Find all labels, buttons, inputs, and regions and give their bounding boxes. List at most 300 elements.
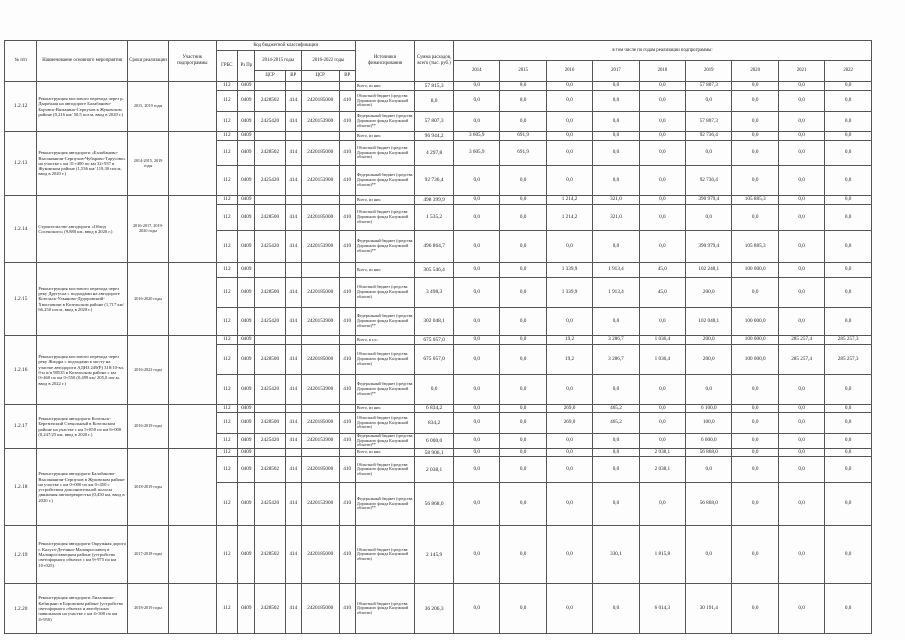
table-row	[5, 526, 872, 584]
year-value: 0,0	[500, 263, 546, 278]
total-sum: 6 000,0	[415, 434, 454, 449]
year-value: 0,0	[454, 413, 500, 434]
csr-cell: 2420185000	[301, 413, 339, 434]
year-value: 0,0	[639, 231, 685, 263]
vr-cell: 410	[339, 141, 355, 166]
vr-cell	[285, 263, 301, 278]
rzpr-cell: 0409	[238, 405, 255, 413]
year-value: 200,0	[686, 336, 732, 345]
year-value: 0,0	[778, 308, 824, 336]
rzpr-cell: 0409	[238, 263, 255, 278]
year-value: 0,0	[825, 483, 872, 526]
funding-source: Всего, из них:	[355, 196, 414, 205]
csr-cell: 2428502	[255, 526, 285, 584]
year-value: 0,0	[778, 166, 824, 196]
total-sum: 675 057,0	[415, 336, 454, 345]
vr-cell: 410	[339, 413, 355, 434]
year-value: 0,0	[639, 112, 685, 132]
grbs-cell: 112	[216, 205, 238, 231]
vr-cell	[339, 82, 355, 91]
vr-cell	[339, 132, 355, 141]
year-value: 0,0	[778, 278, 824, 308]
year-value: 19,2	[546, 336, 592, 345]
year-value: 0,0	[825, 278, 872, 308]
year-value: 0,0	[454, 405, 500, 413]
total-sum: 3 498,3	[415, 278, 454, 308]
year-value: 0,0	[546, 141, 592, 166]
year-value: 0,0	[500, 308, 546, 336]
csr-cell	[301, 263, 339, 278]
participant-cell	[169, 336, 216, 405]
participant-cell	[169, 263, 216, 336]
rzpr-cell: 0409	[238, 457, 255, 483]
year-value: 0,0	[732, 141, 778, 166]
year-value: 0,0	[778, 526, 824, 584]
total-sum: 834,2	[415, 413, 454, 434]
rzpr-cell: 0409	[238, 278, 255, 308]
total-sum: 36 206,3	[415, 584, 454, 634]
participant-cell	[169, 405, 216, 449]
year-value: 0,0	[454, 278, 500, 308]
implementation-terms: 2016-2019 годы	[128, 405, 169, 449]
vr-cell	[339, 263, 355, 278]
year-value: 0,0	[454, 526, 500, 584]
vr-cell	[285, 449, 301, 457]
vr-cell: 410	[339, 584, 355, 634]
year-value: 0,0	[639, 483, 685, 526]
year-value: 0,0	[639, 196, 685, 205]
grbs-cell: 112	[216, 278, 238, 308]
total-sum: 0,0	[415, 375, 454, 405]
header-year: 2020	[732, 61, 778, 82]
vr-cell: 414	[285, 278, 301, 308]
table-row	[5, 196, 872, 205]
csr-cell: 2428502	[255, 141, 285, 166]
measure-name: Реконструкция автодороги Окружная дорога г. Калуга-Детчино-Малоярославец в Малоярославецком районе (устройство светофорного объекта с км 9+975 по км 10+025)	[37, 526, 128, 584]
year-value: 0,0	[546, 166, 592, 196]
year-value: 0,0	[732, 413, 778, 434]
year-value: 0,0	[593, 308, 639, 336]
implementation-terms: 2018-2019 годы	[128, 584, 169, 634]
year-value: 0,0	[732, 457, 778, 483]
year-value: 0,0	[732, 449, 778, 457]
year-value: 100 000,0	[732, 308, 778, 336]
csr-cell: 2425420	[255, 166, 285, 196]
year-value: 0,0	[454, 166, 500, 196]
year-value: 465,2	[593, 413, 639, 434]
year-value: 0,0	[454, 457, 500, 483]
year-value: 0,0	[732, 132, 778, 141]
year-value: 321,0	[593, 205, 639, 231]
year-value: 0,0	[454, 112, 500, 132]
year-value: 0,0	[454, 449, 500, 457]
year-value: 0,0	[500, 336, 546, 345]
funding-source: Федеральный бюджет (средства Дорожного фонда Калужской области)**	[355, 166, 414, 196]
vr-cell: 410	[339, 166, 355, 196]
table-row	[5, 449, 872, 457]
year-value: 0,0	[500, 375, 546, 405]
year-value: 1 036,4	[639, 336, 685, 345]
csr-cell: 2420185000	[301, 345, 339, 375]
implementation-terms: 2018-2019 годы	[128, 449, 169, 526]
table-row	[5, 263, 872, 278]
funding-source: Областной бюджет (средства Дорожного фонда Калужской области)	[355, 457, 414, 483]
year-value: 3 286,7	[593, 345, 639, 375]
year-value: 691,9	[500, 141, 546, 166]
year-value: 0,0	[825, 457, 872, 483]
csr-cell: 2425420	[255, 375, 285, 405]
year-value: 0,0	[825, 375, 872, 405]
year-value: 19,2	[546, 345, 592, 375]
year-value: 0,0	[732, 166, 778, 196]
year-value: 0,0	[732, 112, 778, 132]
year-value: 0,0	[686, 526, 732, 584]
csr-cell: 2428502	[255, 457, 285, 483]
vr-cell	[339, 405, 355, 413]
vr-cell: 414	[285, 231, 301, 263]
year-value: 0,0	[639, 308, 685, 336]
year-value: 0,0	[825, 82, 872, 91]
measure-name: Реконструкция автодороги Лихалкино-Кабицыно в Боровском районе (устройство светофорного объекта и автобусных павильонов на участке с км 4+300 по км 4+950)	[37, 584, 128, 634]
grbs-cell: 112	[216, 413, 238, 434]
implementation-terms: 2016-2017, 2019-2020 годы	[128, 196, 169, 263]
year-value: 0,0	[500, 166, 546, 196]
year-value: 0,0	[500, 413, 546, 434]
csr-cell: 2420185000	[301, 457, 339, 483]
vr-cell	[285, 82, 301, 91]
year-value: 0,0	[546, 308, 592, 336]
year-value: 0,0	[593, 584, 639, 634]
funding-source: Областной бюджет (средства Дорожного фонда Калужской области)	[355, 413, 414, 434]
year-value: 0,0	[825, 584, 872, 634]
table-row	[5, 82, 872, 91]
year-value: 8,0	[500, 91, 546, 112]
year-value: 200,0	[686, 278, 732, 308]
vr-cell: 410	[339, 231, 355, 263]
year-value: 100 000,0	[732, 345, 778, 375]
vr-cell: 410	[339, 345, 355, 375]
rzpr-cell: 0409	[238, 336, 255, 345]
grbs-cell: 112	[216, 449, 238, 457]
csr-cell: 2428500	[255, 278, 285, 308]
grbs-cell: 112	[216, 231, 238, 263]
year-value: 0,0	[732, 483, 778, 526]
year-value: 0,0	[778, 231, 824, 263]
csr-cell	[255, 336, 285, 345]
year-value: 0,0	[546, 132, 592, 141]
year-value: 1 339,9	[546, 263, 592, 278]
rzpr-cell: 0409	[238, 584, 255, 634]
year-value: 0,0	[593, 82, 639, 91]
year-value: 92 736,4	[686, 132, 732, 141]
header-num: № п/п	[5, 41, 37, 82]
year-value: 0,0	[778, 413, 824, 434]
csr-cell: 2420153900	[301, 434, 339, 449]
vr-cell: 414	[285, 205, 301, 231]
measure-name: Реконструкция автодороги Козельск-Березичский Стекольный в Козельском районе на участке с км 5+850 по км 6+000 (0,247/25 км, ввод в 2020 г.)	[37, 405, 128, 449]
rzpr-cell: 0409	[238, 112, 255, 132]
rzpr-cell: 0409	[238, 483, 255, 526]
vr-cell: 414	[285, 91, 301, 112]
year-value: 0,0	[825, 112, 872, 132]
year-value: 0,0	[825, 263, 872, 278]
funding-source: Всего, из них:	[355, 449, 414, 457]
year-value: 1 815,8	[639, 526, 685, 584]
year-value: 0,0	[778, 434, 824, 449]
rzpr-cell: 0409	[238, 82, 255, 91]
measure-name: Реконструкция мостового перехода через реку Жиздра с подходами к мосту на участке автодороги АДНЗ 249(Р) 318/10-вл. б-н п/п 98535 в Козельском районе с км 0+460 по км 0+550 (0,499 км/ 205,0 пог.м, ввод в 2022 г.)	[37, 336, 128, 405]
header-sum: Сумма расходов, всего (тыс. руб.)	[415, 41, 454, 82]
funding-source: Областной бюджет (средства Дорожного фонда Калужской области)	[355, 205, 414, 231]
year-value: 0,0	[454, 336, 500, 345]
year-value: 1 913,4	[593, 278, 639, 308]
year-value: 0,0	[825, 91, 872, 112]
grbs-cell: 112	[216, 132, 238, 141]
year-value: 465,2	[593, 405, 639, 413]
year-value: 0,0	[732, 205, 778, 231]
funding-source: Федеральный бюджет (средства Дорожного фонда Калужской области)**	[355, 375, 414, 405]
year-value: 0,0	[639, 82, 685, 91]
year-value: 45,0	[639, 263, 685, 278]
vr-cell	[285, 132, 301, 141]
vr-cell: 414	[285, 141, 301, 166]
year-value: 0,0	[732, 82, 778, 91]
year-value: 691,9	[500, 132, 546, 141]
total-sum: 4 297,8	[415, 141, 454, 166]
year-value: 0,0	[454, 434, 500, 449]
csr-cell: 2428500	[255, 205, 285, 231]
year-value: 1 339,9	[546, 278, 592, 308]
funding-source: Областной бюджет (средства Дорожного фонда Калужской области)	[355, 345, 414, 375]
total-sum: 498 399,9	[415, 196, 454, 205]
year-value: 0,0	[732, 434, 778, 449]
table-row	[5, 336, 872, 345]
year-value: 1 913,4	[593, 263, 639, 278]
csr-cell: 2420153900	[301, 166, 339, 196]
csr-cell	[301, 132, 339, 141]
year-value: 0,0	[593, 457, 639, 483]
year-value: 0,0	[825, 231, 872, 263]
year-value: 57 807,3	[686, 82, 732, 91]
csr-cell	[255, 196, 285, 205]
year-value: 0,0	[778, 112, 824, 132]
row-number: 1.2.14	[5, 196, 37, 263]
rzpr-cell: 0409	[238, 196, 255, 205]
csr-cell	[255, 263, 285, 278]
participant-cell	[169, 449, 216, 526]
year-value: 0,0	[686, 141, 732, 166]
table-row	[5, 132, 872, 141]
csr-cell	[301, 449, 339, 457]
year-value: 0,0	[593, 166, 639, 196]
year-value: 0,0	[686, 91, 732, 112]
year-value: 0,0	[639, 141, 685, 166]
vr-cell: 410	[339, 483, 355, 526]
implementation-terms: 2015, 2019 годы	[128, 82, 169, 132]
year-value: 0,0	[639, 205, 685, 231]
rzpr-cell: 0409	[238, 375, 255, 405]
header-year: 2021	[778, 61, 824, 82]
year-value: 100 000,0	[732, 263, 778, 278]
rzpr-cell: 0409	[238, 91, 255, 112]
year-value: 0,0	[732, 405, 778, 413]
vr-cell: 410	[339, 308, 355, 336]
year-value: 285 257,4	[778, 345, 824, 375]
year-value: 390 979,4	[686, 231, 732, 263]
total-sum: 8,0	[415, 91, 454, 112]
year-value: 285 257,3	[825, 345, 872, 375]
year-value: 0,0	[825, 405, 872, 413]
header-period1: 2014-2015 годы	[255, 51, 301, 71]
csr-cell: 2420153900	[301, 375, 339, 405]
grbs-cell: 112	[216, 405, 238, 413]
funding-source: Всего, из них:	[355, 132, 414, 141]
year-value: 0,0	[732, 375, 778, 405]
csr-cell: 2425420	[255, 434, 285, 449]
year-value: 0,0	[546, 584, 592, 634]
year-value: 0,0	[639, 434, 685, 449]
table-row	[5, 405, 872, 413]
year-value: 3 605,9	[454, 132, 500, 141]
year-value: 0,0	[500, 584, 546, 634]
year-value: 0,0	[500, 483, 546, 526]
year-value: 3 286,7	[593, 336, 639, 345]
csr-cell: 2420153900	[301, 112, 339, 132]
grbs-cell: 112	[216, 483, 238, 526]
vr-cell: 414	[285, 375, 301, 405]
total-sum: 675 057,0	[415, 345, 454, 375]
header-grbs: ГРБС	[216, 51, 238, 82]
year-value: 0,0	[639, 166, 685, 196]
year-value: 330,1	[593, 526, 639, 584]
total-sum: 58 906,1	[415, 449, 454, 457]
grbs-cell: 112	[216, 584, 238, 634]
rzpr-cell: 0409	[238, 308, 255, 336]
csr-cell: 2420185000	[301, 91, 339, 112]
year-value: 285 257,3	[825, 336, 872, 345]
year-value: 0,0	[500, 449, 546, 457]
year-value: 0,0	[500, 434, 546, 449]
year-value: 0,0	[686, 457, 732, 483]
total-sum: 302 048,1	[415, 308, 454, 336]
grbs-cell: 112	[216, 375, 238, 405]
csr-cell	[301, 196, 339, 205]
csr-cell: 2420153900	[301, 231, 339, 263]
total-sum: 56 868,0	[415, 483, 454, 526]
year-value: 321,0	[593, 196, 639, 205]
year-value: 6 014,3	[639, 584, 685, 634]
year-value: 92 736,4	[686, 166, 732, 196]
vr-cell: 414	[285, 413, 301, 434]
year-value: 0,0	[732, 91, 778, 112]
year-value: 0,0	[546, 112, 592, 132]
header-year: 2016	[546, 61, 592, 82]
total-sum: 2 038,1	[415, 457, 454, 483]
year-value: 3 605,9	[454, 141, 500, 166]
measure-name: Реконструкция мостового перехода через р. Дырочная на автодороге Балабаново-Боровск-Вязьмино-Серпухов в Жуковском районе (0,216 км/ 50,5 пог.м, ввод в 2020 г.)	[37, 82, 128, 132]
vr-cell: 410	[339, 112, 355, 132]
year-value: 0,0	[500, 457, 546, 483]
participant-cell	[169, 526, 216, 584]
year-value: 0,0	[500, 526, 546, 584]
funding-source: Областной бюджет (средства Дорожного фонда Калужской области)	[355, 584, 414, 634]
implementation-terms: 2016-2022 годы	[128, 336, 169, 405]
year-value: 6 000,0	[686, 434, 732, 449]
vr-cell: 410	[339, 278, 355, 308]
year-value: 100 000,0	[732, 336, 778, 345]
year-value: 0,0	[500, 345, 546, 375]
vr-cell: 414	[285, 112, 301, 132]
year-value: 0,0	[778, 141, 824, 166]
header-period2: 2016-2022 годы	[301, 51, 355, 71]
header-csr: ЦСР	[301, 71, 339, 82]
header-year: 2022	[825, 61, 872, 82]
vr-cell: 410	[339, 205, 355, 231]
rzpr-cell: 0409	[238, 449, 255, 457]
funding-source: Федеральный бюджет (средства Дорожного фонда Калужской области)**	[355, 112, 414, 132]
year-value: 102 248,1	[686, 263, 732, 278]
grbs-cell: 112	[216, 112, 238, 132]
grbs-cell: 112	[216, 141, 238, 166]
grbs-cell: 112	[216, 457, 238, 483]
year-value: 0,0	[778, 375, 824, 405]
year-value: 0,0	[778, 449, 824, 457]
vr-cell	[285, 405, 301, 413]
year-value: 56 868,0	[686, 449, 732, 457]
rzpr-cell: 0409	[238, 231, 255, 263]
year-value: 0,0	[546, 91, 592, 112]
vr-cell: 414	[285, 483, 301, 526]
vr-cell: 414	[285, 345, 301, 375]
vr-cell	[285, 336, 301, 345]
grbs-cell: 112	[216, 308, 238, 336]
vr-cell	[339, 196, 355, 205]
year-value: 0,0	[546, 483, 592, 526]
table-row	[5, 584, 872, 634]
year-value: 0,0	[546, 82, 592, 91]
funding-source: Областной бюджет (средства Дорожного фонда Калужской области)	[355, 278, 414, 308]
funding-source: Областной бюджет (средства Дорожного фонда Калужской области)	[355, 526, 414, 584]
table-body	[5, 82, 872, 634]
year-value: 0,0	[546, 434, 592, 449]
csr-cell	[301, 82, 339, 91]
grbs-cell: 112	[216, 196, 238, 205]
vr-cell: 414	[285, 457, 301, 483]
year-value: 0,0	[593, 483, 639, 526]
year-value: 0,0	[686, 375, 732, 405]
csr-cell: 2420185000	[301, 526, 339, 584]
year-value: 0,0	[454, 205, 500, 231]
funding-source: Всего, из них:	[355, 405, 414, 413]
csr-cell: 2420153900	[301, 483, 339, 526]
header-vr: ВР	[285, 71, 301, 82]
total-sum: 1 535,2	[415, 205, 454, 231]
total-sum: 57 807,3	[415, 112, 454, 132]
year-value: 0,0	[454, 82, 500, 91]
year-value: 0,0	[593, 375, 639, 405]
year-value: 269,0	[546, 413, 592, 434]
grbs-cell: 112	[216, 91, 238, 112]
year-value: 0,0	[825, 434, 872, 449]
measure-name: Реконструкция автодороги «Балабаново-Высокиничи-Серпухов-Чубарово-Тарусово» на участке с км 31+400 по км 32+937 в Жуковском районе (1,536 км/ 119,30 пог.м, ввод в 2020 г.)	[37, 132, 128, 196]
year-value: 0,0	[593, 141, 639, 166]
csr-cell: 2420185000	[301, 205, 339, 231]
csr-cell	[255, 449, 285, 457]
vr-cell	[339, 449, 355, 457]
funding-source: Федеральный бюджет (средства Дорожного фонда Калужской области)**	[355, 231, 414, 263]
implementation-terms: 2017-2018 годы	[128, 526, 169, 584]
year-value: 1 214,2	[546, 205, 592, 231]
